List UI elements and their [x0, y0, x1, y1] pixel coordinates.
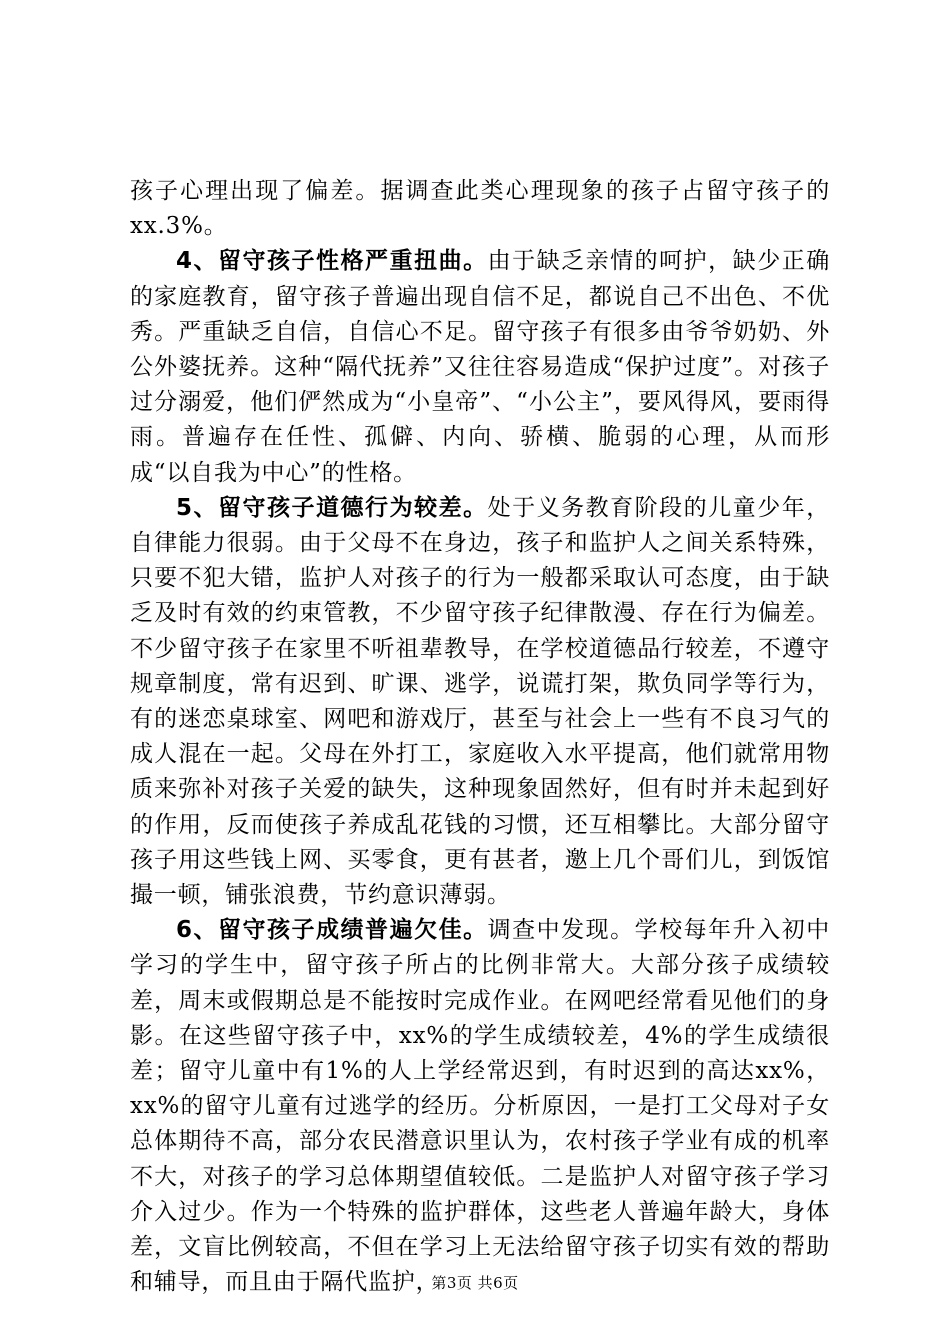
document-body: [130, 174, 830, 1301]
paragraph-text: 孩子心理出现了偏差。据调查此类心理现象的孩子占留守孩子的xx.3%。: [130, 178, 830, 240]
paragraph-heading: 5、留守孩子道德行为较差。: [176, 494, 488, 521]
page-number: 第3页 共6页: [431, 1274, 519, 1292]
page-footer: [0, 1272, 950, 1293]
paragraph-grades: [130, 913, 830, 1300]
paragraph-text: 由于缺乏亲情的呵护，缺少正确的家庭教育，留守孩子普遍出现自信不足，都说自己不出色、不优秀。严重缺乏自信，自信心不足。留守孩子有很多由爷爷奶奶、外公外婆抚养。这种“隔代抚养”又往往容易造成“保护过度”。对孩子过分溺爱，他们俨然成为“小皇帝”、“小公主”，要风得风，要雨得雨。普遍存在任性、孤僻、内向、骄横、脆弱的心理，从而形成“以自我为中心”的性格。: [130, 248, 831, 486]
paragraph-morality: [130, 491, 830, 913]
paragraph-text: 调查中发现。学校每年升入初中学习的学生中，留守孩子所占的比例非常大。大部分孩子成绩较差，周末或假期总是不能按时完成作业。在网吧经常看见他们的身影。在这些留守孩子中，xx%的学生成绩较差，4%的学生成绩很差；留守儿童中有1%的人上学经常迟到，有时迟到的高达xx%，xx%的留守儿童有过逃学的经历。分析原因，一是打工父母对子女总体期待不高，部分农民潜意识里认为，农村孩子学业有成的机率不大，对孩子的学习总体期望值较低。二是监护人对留守孩子学习介入过少。作为一个特殊的监护群体，这些老人普遍年龄大，身体差，文盲比例较高，不但在学习上无法给留守孩子切实有效的帮助和辅导，而且由于隔代监护，: [130, 917, 831, 1296]
paragraph-heading: 6、留守孩子成绩普遍欠佳。: [176, 917, 488, 944]
paragraph-text: 处于义务教育阶段的儿童少年，自律能力很弱。由于父母不在身边，孩子和监护人之间关系特殊，只要不犯大错，监护人对孩子的行为一般都采取认可态度，由于缺乏及时有效的约束管教，不少留守孩子纪律散漫、存在行为偏差。不少留守孩子在家里不听祖辈教导，在学校道德品行较差，不遵守规章制度，常有迟到、旷课、逃学，说谎打架，欺负同学等行为，有的迷恋桌球室、网吧和游戏厅，甚至与社会上一些有不良习气的成人混在一起。父母在外打工，家庭收入水平提高，他们就常用物质来弥补对孩子关爱的缺失，这种现象固然好，但有时并未起到好的作用，反而使孩子养成乱花钱的习惯，还互相攀比。大部分留守孩子用这些钱上网、买零食，更有甚者，邀上几个哥们儿，到饭馆撮一顿，铺张浪费，节约意识薄弱。: [130, 494, 831, 909]
paragraph-personality: [130, 244, 830, 490]
paragraph-heading: 4、留守孩子性格严重扭曲。: [176, 248, 488, 275]
paragraph-continuation: [130, 174, 830, 244]
